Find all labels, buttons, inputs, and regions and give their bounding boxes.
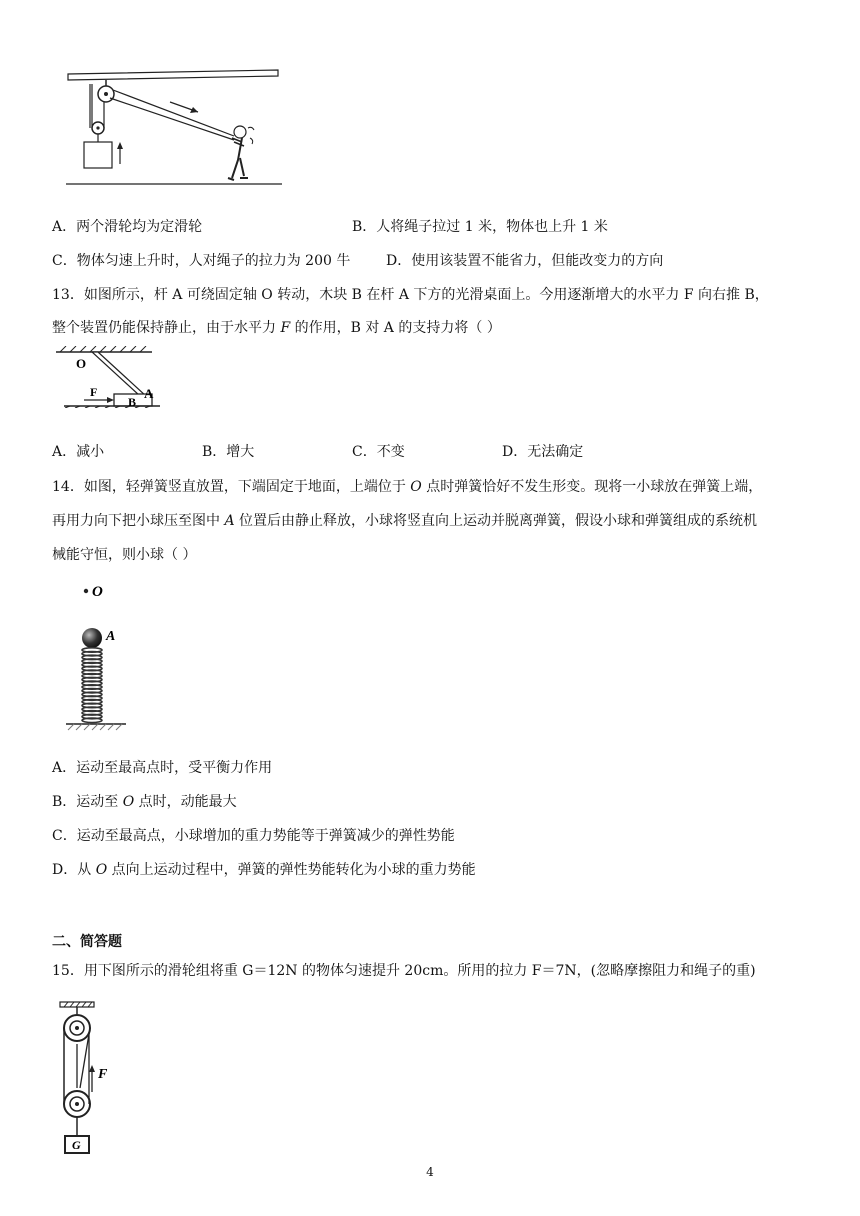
section-title-short-answer: 二、简答题 — [52, 934, 122, 950]
q13-label-f: F — [90, 385, 98, 399]
q14-label-a: A — [106, 629, 116, 644]
q15-label-g: G — [72, 1138, 81, 1152]
q12-option-c: C．物体匀速上升时，人对绳子的拉力为 200 牛 — [52, 253, 351, 269]
q14-option-d: D．从 O 点向上运动过程中，弹簧的弹性势能转化为小球的重力势能 — [52, 862, 476, 878]
q13-label-o: O — [76, 356, 87, 371]
q13-option-b: B．增大 — [202, 444, 255, 460]
spring-coil — [82, 718, 102, 722]
q12-option-b: B．人将绳子拉过 1 米，物体也上升 1 米 — [352, 219, 608, 235]
q15-label-f: F — [98, 1067, 108, 1082]
q14-stem-line1: 14．如图，轻弹簧竖直放置，下端固定于地面，上端位于 O 点时弹簧恰好不发生形变。现将一小球放在弹簧上端， — [52, 479, 763, 495]
q14-spring-ball-figure — [62, 574, 142, 734]
q14-stem-line3: 械能守恒，则小球（ ） — [52, 547, 197, 563]
q14-label-o: O — [92, 584, 103, 600]
q13-option-d: D．无法确定 — [502, 444, 584, 460]
q14-option-a: A．运动至最高点时，受平衡力作用 — [52, 760, 273, 776]
q13-label-b: B — [128, 395, 137, 408]
q13-stem-line2: 整个装置仍能保持静止，由于水平力 F 的作用，B 对 A 的支持力将（ ） — [52, 320, 501, 336]
q13-stem-line1: 13．如图所示，杆 A 可绕固定轴 O 转动，木块 B 在杆 A 下方的光滑桌面上。今用逐渐增大的水平力 F 向右推 B， — [52, 287, 769, 303]
q14-option-b: B．运动至 O 点时，动能最大 — [52, 794, 237, 810]
q13-label-a: A — [144, 386, 154, 401]
q15-stem-line1: 15．用下图所示的滑轮组将重 G＝12N 的物体匀速提升 20cm。所用的拉力 F＝7N，(忽略摩擦阻力和绳子的重) — [52, 963, 756, 979]
q13-option-a: A．减小 — [52, 444, 105, 460]
page-number: 4 — [426, 1165, 434, 1179]
q15-pulley-block-figure — [56, 1000, 126, 1156]
q13-option-c: C．不变 — [352, 444, 405, 460]
q12-pulley-figure — [66, 66, 286, 190]
q12-option-a: A．两个滑轮均为定滑轮 — [52, 219, 203, 235]
q12-option-d: D．使用该装置不能省力，但能改变力的方向 — [386, 253, 664, 269]
q14-option-c: C．运动至最高点，小球增加的重力势能等于弹簧减少的弹性势能 — [52, 828, 455, 844]
q14-stem-line2: 再用力向下把小球压至图中 A 位置后由静止释放，小球将竖直向上运动并脱离弹簧，假设小球和弹簧组成的系统机 — [52, 513, 758, 529]
q13-rod-block-figure — [56, 346, 166, 408]
